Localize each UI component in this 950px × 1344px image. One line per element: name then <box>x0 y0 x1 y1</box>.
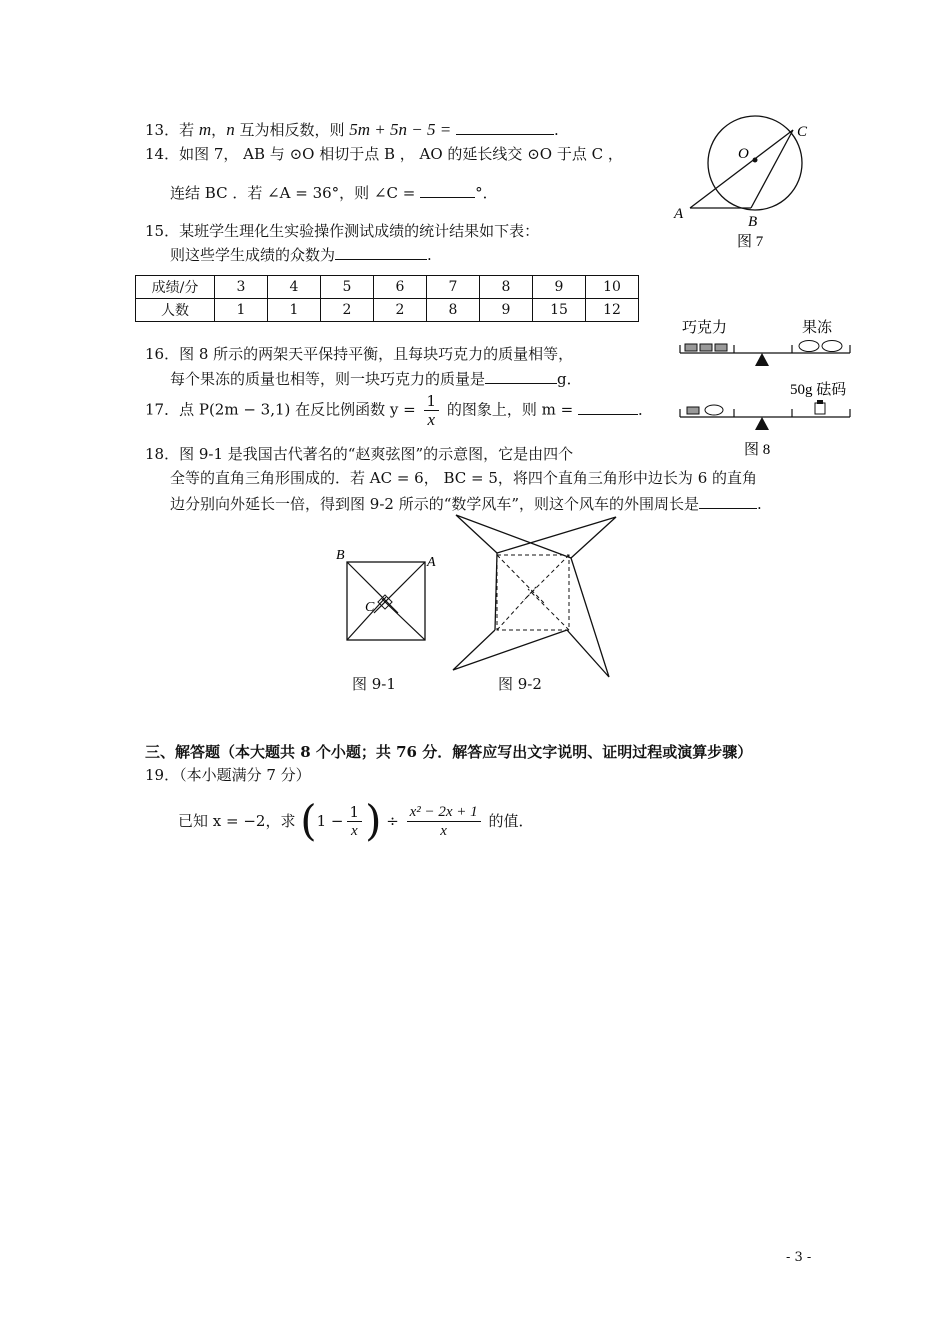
label-c: C <box>365 600 375 615</box>
label-o: O <box>738 146 749 162</box>
label-a: A <box>427 555 436 570</box>
figure-caption: 图 9-2 <box>498 675 542 693</box>
question-19: 19．（本小题满分 7 分） <box>145 766 311 784</box>
answer-blank[interactable] <box>456 118 554 135</box>
fulcrum-triangle <box>755 417 769 430</box>
fulcrum-triangle <box>755 353 769 366</box>
figure-9-1 <box>330 545 440 655</box>
question-17: 17．点 P(2m − 3,1) 在反比例函数 y = $\frac{1}{x}$ 的图象上，则 m = ． <box>145 392 653 429</box>
answer-blank[interactable] <box>578 398 638 415</box>
section-title: 三、解答题（本大题共 8 个小题；共 76 分．解答应写出文字说明、证明过程或演算步骤） <box>145 743 753 761</box>
question-15: 15．某班学生理化生实验操作测试成绩的统计结果如下表： <box>145 222 540 240</box>
chocolate-block <box>715 344 727 351</box>
question-18: 18．图 9-1 是我国古代著名的“赵爽弦图”的示意图，它是由四个 <box>145 445 574 463</box>
label-c: C <box>797 124 808 140</box>
question-16-line2: 每个果冻的质量也相等，则一块巧克力的质量是 g． <box>170 367 582 390</box>
label-a: A <box>674 206 684 222</box>
pinwheel-outline <box>453 515 616 677</box>
question-15-line2: 则这些学生成绩的众数为 . <box>170 243 432 266</box>
label-b: B <box>748 214 758 230</box>
dashed-inner-square <box>497 555 569 630</box>
question-18-line2: 全等的直角三角形围成的．若 AC = 6， BC = 5，将四个直角三角形中边长为 6 的直角 <box>170 469 758 487</box>
chocolate-block <box>685 344 697 351</box>
line-bc <box>751 130 793 208</box>
answer-blank[interactable] <box>699 492 757 509</box>
table-header-label: 成绩/分 <box>136 276 215 299</box>
figure-caption: 图 8 <box>744 442 771 458</box>
table-row-label: 人数 <box>136 299 215 322</box>
label-weight: 50g 砝码 <box>790 382 847 398</box>
table-row: 成绩/分 3 4 5 6 7 8 9 10 <box>136 276 639 299</box>
score-table <box>135 275 639 322</box>
jelly <box>705 405 723 415</box>
question-16: 16．图 8 所示的两架天平保持平衡，且每块巧克力的质量相等， <box>145 345 574 363</box>
question-19-expression: 已知 x = −2，求 (1 − $\frac{1}{x}$ ) ÷ $\frac{\text{x² − 2x + 1}}{x}$ 的值． <box>178 796 534 845</box>
jelly <box>799 341 819 352</box>
chocolate-block <box>700 344 712 351</box>
figure-caption: 图 7 <box>737 234 764 250</box>
answer-blank[interactable] <box>335 243 427 260</box>
question-14-line2: 连结 BC ．若 ∠A = 36°，则 ∠C = °． <box>170 181 498 204</box>
fraction: $\frac{1}{x}$ <box>347 803 363 840</box>
answer-blank[interactable] <box>485 367 557 384</box>
answer-blank[interactable] <box>420 181 475 198</box>
figure-7 <box>665 108 825 253</box>
line-ac <box>690 130 793 208</box>
label-jelly: 果冻 <box>802 320 833 336</box>
figure-caption: 图 9-1 <box>352 675 396 693</box>
question-14: 14．如图 7， AB 与 ⊙O 相切于点 B ， AO 的延长线交 ⊙O 于点 C ， <box>145 145 623 163</box>
center-point <box>753 158 758 163</box>
circle-o <box>708 116 802 210</box>
figure-8 <box>672 315 862 460</box>
weight-icon <box>815 403 825 414</box>
question-18-line3: 边分别向外延长一倍，得到图 9-2 所示的“数学风车”，则这个风车的外围周长是 . <box>170 492 762 515</box>
page-number: - 3 - <box>786 1250 812 1265</box>
label-b: B <box>336 548 345 563</box>
table-row: 人数 1 1 2 2 8 9 15 12 <box>136 299 639 322</box>
jelly <box>822 341 842 352</box>
chocolate-block <box>687 407 699 414</box>
figure-9-2 <box>440 505 630 685</box>
fraction: $\frac{1}{x}$ <box>424 392 440 429</box>
question-13: 13．若 m，n 互为相反数，则 5m + 5n − 5 = . <box>145 120 559 139</box>
label-chocolate: 巧克力 <box>682 320 728 336</box>
fraction: $\frac{\text{x² − 2x + 1}}{x}$ <box>407 803 481 840</box>
